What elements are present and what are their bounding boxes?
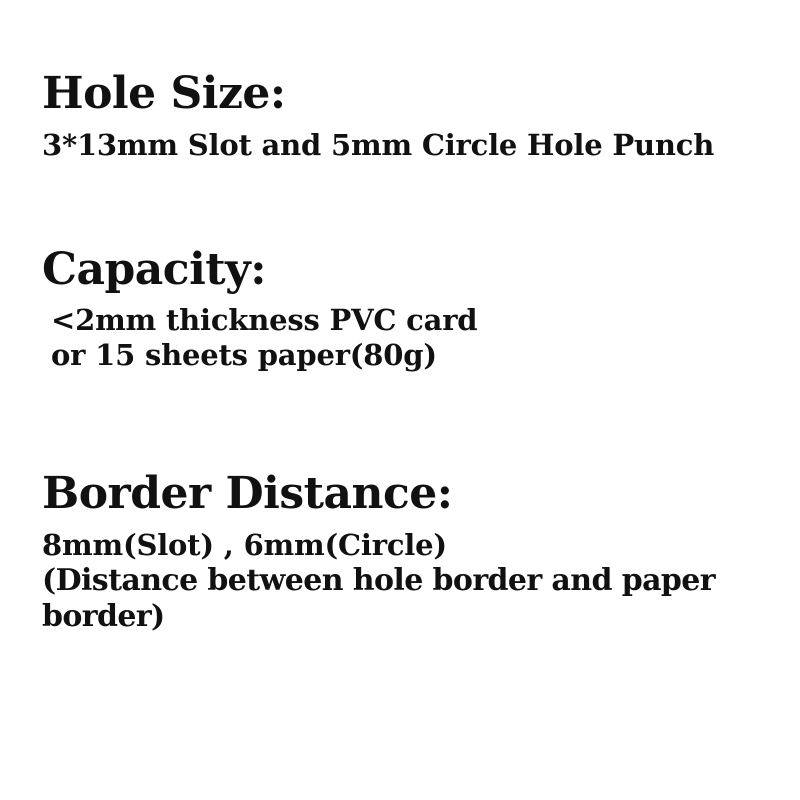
capacity-section xyxy=(42,244,478,373)
hole-size-section xyxy=(42,68,715,163)
capacity-line-pvc: <2mm thickness PVC card xyxy=(51,303,478,337)
border-distance-note-cont: border) xyxy=(42,598,165,634)
capacity-line-paper: or 15 sheets paper(80g) xyxy=(51,337,437,372)
border-distance-values: 8mm(Slot) , 6mm(Circle) xyxy=(42,528,447,562)
hole-size-value: 3*13mm Slot and 5mm Circle Hole Punch xyxy=(42,128,715,162)
border-distance-heading: Border Distance: xyxy=(42,468,453,519)
hole-size-heading: Hole Size: xyxy=(42,68,286,119)
border-distance-note: (Distance between hole border and paper xyxy=(42,562,715,598)
capacity-heading: Capacity: xyxy=(42,244,266,295)
border-distance-section xyxy=(42,468,715,635)
